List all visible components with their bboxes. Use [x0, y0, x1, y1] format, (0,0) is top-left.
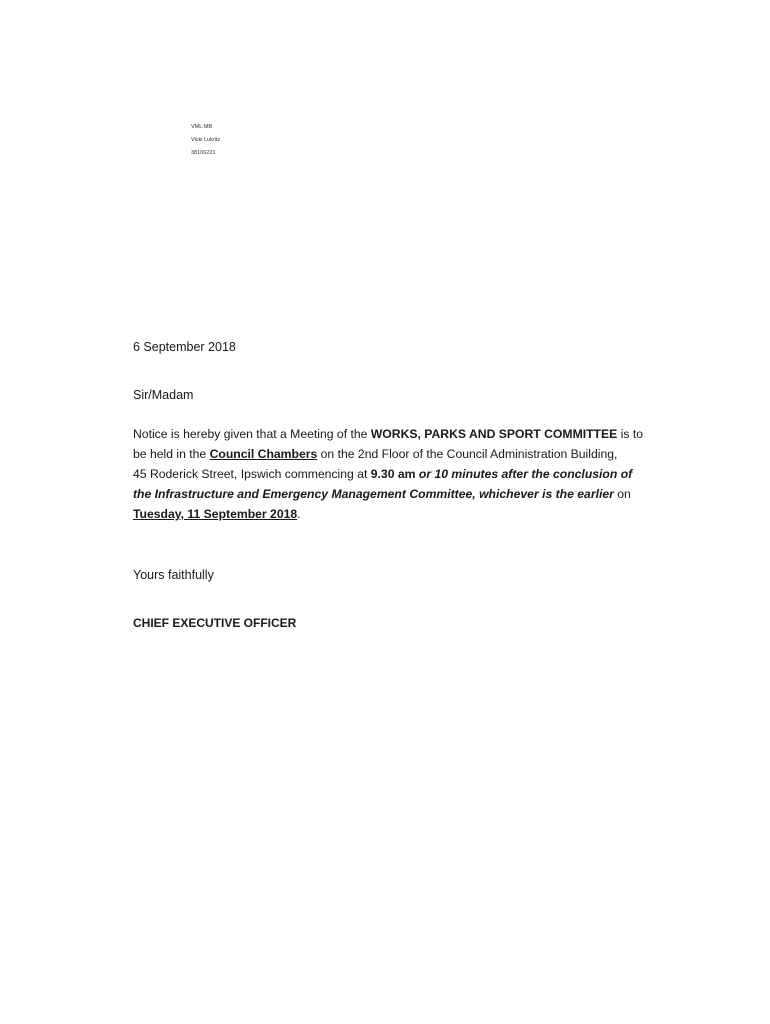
notice-text: is to	[617, 427, 644, 441]
notice-line	[133, 424, 661, 444]
notice-text: Notice is hereby given that a Meeting of the	[133, 427, 371, 441]
notice-paragraph	[133, 424, 661, 524]
notice-text: 45 Roderick Street, Ipswich commencing at	[133, 467, 371, 481]
notice-text: be held in the	[133, 447, 210, 461]
meeting-time-alternative: or 10 minutes after the conclusion of	[418, 467, 633, 481]
meeting-time-alternative-cont: the Infrastructure and Emergency Management Committee, whichever is the earlier	[133, 487, 614, 501]
meeting-venue: Council Chambers	[209, 447, 318, 461]
notice-line	[133, 444, 661, 464]
committee-name: WORKS, PARKS AND SPORT COMMITTEE	[370, 427, 618, 441]
salutation: Sir/Madam	[133, 388, 194, 402]
reference-contact-name: Vicki Lukritz	[191, 137, 221, 143]
meeting-date: Tuesday, 11 September 2018	[133, 507, 298, 521]
notice-line	[133, 504, 661, 524]
letter-date: 6 September 2018	[133, 340, 236, 354]
signatory-title: CHIEF EXECUTIVE OFFICER	[133, 616, 297, 630]
reference-initials: VML:MB	[191, 124, 213, 130]
notice-line	[133, 484, 661, 504]
notice-text: on	[613, 487, 631, 501]
notice-line	[133, 464, 661, 484]
closing: Yours faithfully	[133, 568, 214, 582]
reference-block	[191, 121, 220, 160]
notice-text: .	[297, 507, 301, 521]
notice-text: on the 2nd Floor of the Council Administration Building,	[317, 447, 618, 461]
reference-number: 38106221	[191, 150, 216, 156]
meeting-time: 9.30 am	[370, 467, 416, 481]
